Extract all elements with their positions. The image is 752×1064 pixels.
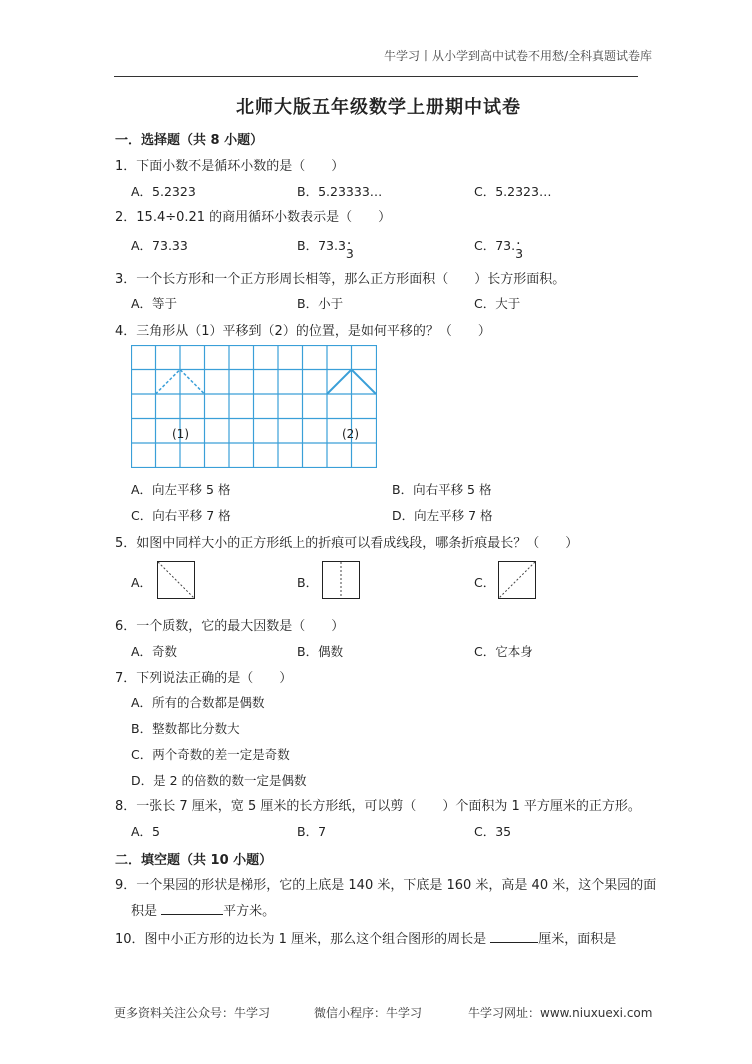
q7-option-a: A．所有的合数都是偶数	[131, 695, 265, 710]
q2-option-b-repeat-digit: · 3	[346, 246, 354, 261]
question-9-line-1: 9．一个果园的形状是梯形，它的上底是 140 米，下底是 160 米，高是 40 米，这个果园的面	[115, 878, 657, 893]
header-rule	[114, 76, 638, 77]
q8-option-c: C．35	[474, 824, 512, 839]
q2-option-b	[297, 236, 354, 261]
q4-option-b: B．向右平移 5 格	[392, 482, 492, 497]
question-3: 3．一个长方形和一个正方形周长相等，那么正方形面积（ ）长方形面积。	[115, 272, 566, 287]
q9-prefix: 积是	[131, 904, 158, 919]
q9-suffix: 平方米。	[223, 904, 276, 919]
q3-option-a: A．等于	[131, 296, 178, 311]
q8-option-b: B．7	[297, 824, 327, 839]
question-7: 7．下列说法正确的是（ ）	[115, 671, 293, 686]
question-1: 1．下面小数不是循环小数的是（ ）	[115, 159, 345, 174]
q5-square-c-diagonal-crease	[498, 561, 536, 599]
section-heading-choice: 一．选择题（共 8 小题）	[115, 133, 264, 148]
q6-option-c: C．它本身	[474, 644, 533, 659]
question-10	[115, 928, 616, 947]
header-text: 牛学习丨从小学到高中试卷不用愁/全科真题试卷库	[384, 49, 653, 63]
footer-right: 牛学习网址：www.niuxuexi.com	[468, 1006, 653, 1020]
q10-middle: 厘米，面积是	[538, 932, 617, 947]
q1-option-a: A．5.2323	[131, 184, 196, 199]
q5-option-c: C．	[474, 575, 496, 590]
figure-label-2: (2)	[342, 427, 359, 441]
q10-prefix: 10．图中小正方形的边长为 1 厘米，那么这个组合图形的周长是	[115, 932, 487, 947]
q2-option-a: A．73.33	[131, 238, 188, 253]
q4-option-a: A．向左平移 5 格	[131, 482, 231, 497]
q5-option-b: B．	[297, 575, 319, 590]
q2-option-b-text: B．73.3	[297, 238, 346, 253]
q10-perimeter-blank[interactable]	[490, 930, 538, 943]
q2-option-c-text: C．73.	[474, 238, 516, 253]
q7-option-d: D．是 2 的倍数的数一定是偶数	[131, 773, 307, 788]
q4-option-d: D．向左平移 7 格	[392, 508, 493, 523]
q7-option-c: C．两个奇数的差一定是奇数	[131, 747, 290, 762]
question-8: 8．一张长 7 厘米，宽 5 厘米的长方形纸，可以剪（ ）个面积为 1 平方厘米的正方形。	[115, 799, 641, 814]
footer-left: 更多资料关注公众号：牛学习	[114, 1006, 271, 1020]
q6-option-a: A．奇数	[131, 644, 178, 659]
footer-mid: 微信小程序：牛学习	[314, 1006, 423, 1020]
q5-square-a-diagonal-crease	[157, 561, 195, 599]
question-6: 6．一个质数，它的最大因数是（ ）	[115, 619, 345, 634]
section-heading-fill: 二．填空题（共 10 小题）	[115, 853, 273, 868]
page-title: 北师大版五年级数学上册期中试卷	[236, 97, 521, 118]
question-2: 2．15.4÷0.21 的商用循环小数表示是（ ）	[115, 210, 392, 225]
q5-square-b-vertical-crease	[322, 561, 360, 599]
question-5: 5．如图中同样大小的正方形纸上的折痕可以看成线段，哪条折痕最长？（ ）	[115, 536, 579, 551]
q9-answer-blank[interactable]	[161, 902, 223, 915]
q1-option-c: C．5.2323…	[474, 184, 552, 199]
q7-option-b: B．整数都比分数大	[131, 721, 240, 736]
grid-lines	[131, 345, 377, 468]
q2-option-c	[474, 236, 524, 261]
q5-option-a: A．	[131, 575, 153, 590]
q4-option-c: C．向右平移 7 格	[131, 508, 231, 523]
q1-option-b: B．5.23333…	[297, 184, 383, 199]
question-9-line-2	[131, 900, 275, 919]
q3-option-c: C．大于	[474, 296, 521, 311]
q3-option-b: B．小于	[297, 296, 344, 311]
translation-grid-figure	[131, 345, 377, 468]
q8-option-a: A．5	[131, 824, 161, 839]
q6-option-b: B．偶数	[297, 644, 344, 659]
figure-label-1: (1)	[172, 427, 189, 441]
q2-option-c-repeat-digit: · 3	[515, 246, 523, 261]
question-4: 4．三角形从（1）平移到（2）的位置，是如何平移的？（ ）	[115, 324, 491, 339]
